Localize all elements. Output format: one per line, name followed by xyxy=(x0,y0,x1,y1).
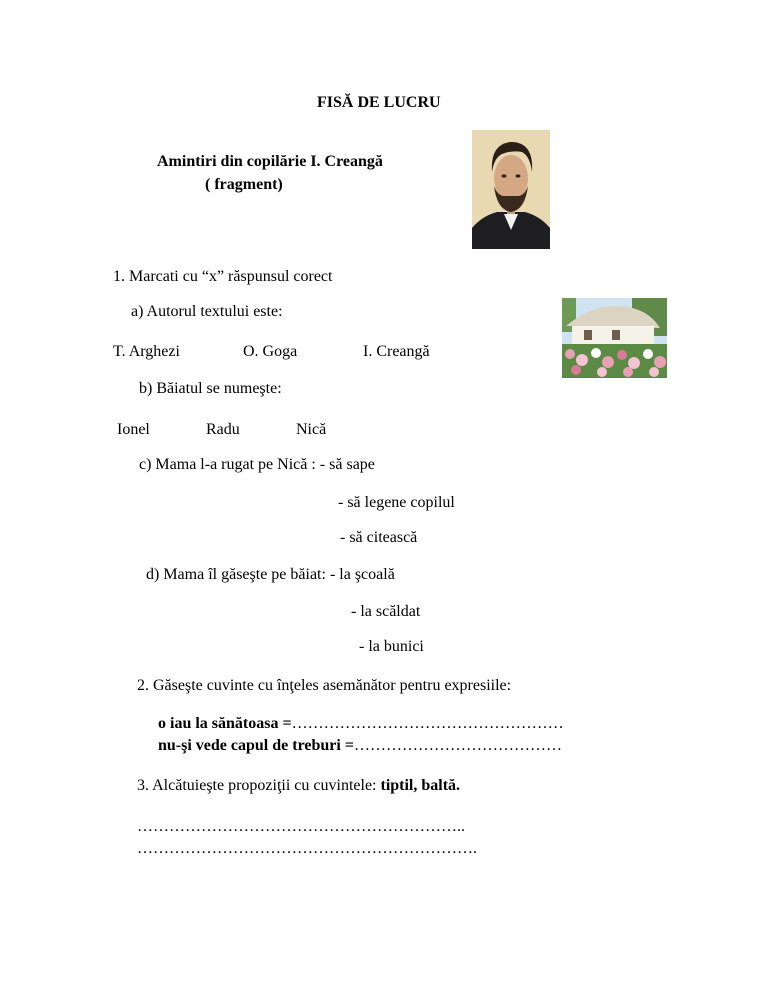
q1d-option-2: - la scăldat xyxy=(351,603,421,620)
q1b-option-3: Nică xyxy=(296,421,327,438)
creanga-portrait-image xyxy=(472,130,550,249)
q1a-option-2: O. Goga xyxy=(243,343,298,360)
q2-item-2-answer-blank[interactable]: ………………………………… xyxy=(353,737,562,754)
q2-item-1 xyxy=(158,715,564,733)
heading-line1: Amintiri din copilărie I. Creangă xyxy=(157,153,383,170)
q3-prompt-text: 3. Alcătuieşte propoziţii cu cuvintele: xyxy=(137,777,381,794)
q1-prompt: 1. Marcati cu “x” răspunsul corect xyxy=(113,268,333,285)
q3-words: tiptil, baltă. xyxy=(380,777,461,794)
q2-item-2-expression: nu-şi vede capul de treburi = xyxy=(158,737,354,754)
heading-line2: ( fragment) xyxy=(205,176,283,193)
q1d-label: d) Mama îl găseşte pe băiat: - la şcoală xyxy=(146,566,395,583)
q1b-option-2: Radu xyxy=(206,421,240,438)
page-title: FISĂ DE LUCRU xyxy=(317,94,441,111)
q2-item-2 xyxy=(158,737,562,755)
q3-answer-line-1[interactable]: …………………………………………………….. xyxy=(137,818,465,835)
q1c-label: c) Mama l-a rugat pe Nică : - să sape xyxy=(139,456,375,473)
q1a-option-1: T. Arghezi xyxy=(113,343,180,360)
q1b-label: b) Băiatul se numeşte: xyxy=(139,380,282,397)
q1d-option-3: - la bunici xyxy=(359,638,424,655)
q3-answer-line-2[interactable]: ………………………………………………………. xyxy=(137,840,477,857)
q1a-option-3: I. Creangă xyxy=(363,343,430,360)
memorial-house-image xyxy=(562,298,667,378)
q1a-label: a) Autorul textului este: xyxy=(131,303,283,320)
q1b-option-1: Ionel xyxy=(117,421,150,438)
q2-item-1-expression: o iau la sănătoasa = xyxy=(158,715,292,732)
q1c-option-2: - să legene copilul xyxy=(338,494,455,511)
q1c-option-3: - să citească xyxy=(340,529,418,546)
q2-prompt: 2. Găseşte cuvinte cu înţeles asemănător pentru expresiile: xyxy=(137,677,512,694)
q3-prompt xyxy=(137,777,460,795)
q2-item-1-answer-blank[interactable]: …………………………………………… xyxy=(291,715,564,732)
